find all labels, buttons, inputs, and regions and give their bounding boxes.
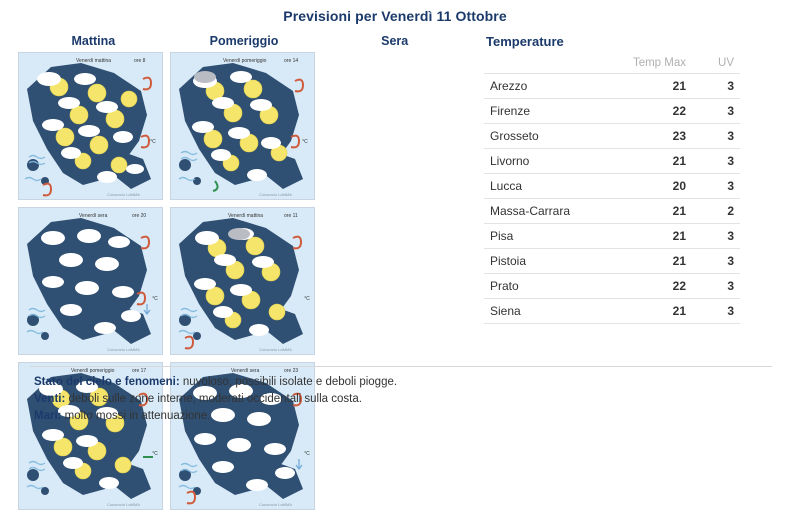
temperatures-panel: [470, 34, 774, 517]
city-name: Massa-Carrara: [484, 199, 618, 224]
forecast-map[interactable]: [170, 52, 315, 200]
temp-max-value: 21: [618, 74, 692, 99]
sea-label: Mari:: [34, 410, 62, 422]
svg-text:Consorzio LaMMA: Consorzio LaMMA: [259, 502, 292, 507]
table-row: [484, 174, 740, 199]
temp-max-value: 22: [618, 274, 692, 299]
svg-text:°C: °C: [302, 139, 308, 145]
forecast-map[interactable]: [170, 207, 315, 355]
city-name: Arezzo: [484, 74, 618, 99]
column-header-mattina: Mattina: [71, 34, 116, 48]
svg-text:ore 17: ore 17: [132, 368, 147, 374]
temp-max-value: 21: [618, 299, 692, 324]
uv-value: 3: [692, 274, 740, 299]
sea-text: molto mossi in attenuazione.: [61, 410, 211, 422]
city-name: Pistoia: [484, 249, 618, 274]
temperatures-title: Temperature: [486, 34, 564, 49]
table-header-row: [484, 55, 740, 74]
forecast-map[interactable]: [18, 52, 163, 200]
column-header-sera: Sera: [381, 34, 409, 48]
sky-text: nuvoloso, possibili isolate e deboli piogge.: [179, 376, 398, 388]
table-row: [484, 224, 740, 249]
city-name: Livorno: [484, 149, 618, 174]
main-content: [0, 24, 790, 517]
city-name: Grosseto: [484, 124, 618, 149]
column-header-pomeriggio: Pomeriggio: [209, 34, 279, 48]
uv-value: 3: [692, 99, 740, 124]
uv-value: 3: [692, 124, 740, 149]
uv-value: 3: [692, 149, 740, 174]
svg-text:°C: °C: [152, 451, 158, 457]
forecast-summary: [34, 374, 397, 425]
wind-line: [34, 391, 397, 408]
svg-text:ore 20: ore 20: [132, 213, 147, 219]
svg-text:Venerdì pomeriggio: Venerdì pomeriggio: [71, 368, 115, 374]
table-row: [484, 249, 740, 274]
page-title: Previsioni per Venerdì 11 Ottobre: [283, 8, 507, 24]
svg-text:Consorzio LaMMA: Consorzio LaMMA: [259, 192, 292, 197]
table-row: [484, 149, 740, 174]
table-row: [484, 124, 740, 149]
svg-text:°C: °C: [304, 296, 310, 302]
table-row: [484, 199, 740, 224]
forecast-map[interactable]: [18, 207, 163, 355]
uv-value: 3: [692, 224, 740, 249]
svg-text:Venerdì pomeriggio: Venerdì pomeriggio: [223, 58, 267, 64]
city-name: Firenze: [484, 99, 618, 124]
header-city: [484, 55, 618, 74]
temp-max-value: 21: [618, 224, 692, 249]
table-row: [484, 299, 740, 324]
header-temp-max: Temp Max: [618, 55, 692, 74]
svg-text:°C: °C: [304, 451, 310, 457]
uv-value: 3: [692, 74, 740, 99]
uv-value: 2: [692, 199, 740, 224]
table-row: [484, 74, 740, 99]
svg-text:°C: °C: [152, 296, 158, 302]
svg-text:Venerdì mattina: Venerdì mattina: [228, 213, 264, 219]
sky-label: Stato del cielo e fenomeni:: [34, 376, 180, 388]
city-name: Prato: [484, 274, 618, 299]
wind-label: Venti:: [34, 393, 66, 405]
map-caption-text: Venerdì mattina: [76, 58, 112, 64]
table-row: [484, 99, 740, 124]
sky-line: [34, 374, 397, 391]
table-row: [484, 274, 740, 299]
uv-value: 3: [692, 299, 740, 324]
svg-text:Consorzio LaMMA: Consorzio LaMMA: [259, 347, 292, 352]
temp-max-value: 21: [618, 149, 692, 174]
header-uv: UV: [692, 55, 740, 74]
footer-divider: [30, 366, 772, 367]
svg-text:°C: °C: [150, 139, 156, 145]
map-time-text: ore 8: [134, 58, 146, 64]
wind-text: deboli sulle zone interne, moderati occidentali sulla costa.: [65, 393, 362, 405]
svg-text:ore 14: ore 14: [284, 58, 299, 64]
svg-text:Consorzio LaMMA: Consorzio LaMMA: [107, 502, 140, 507]
city-name: Lucca: [484, 174, 618, 199]
map-grid: [18, 52, 470, 517]
sea-line: [34, 408, 397, 425]
city-name: Pisa: [484, 224, 618, 249]
temp-max-value: 20: [618, 174, 692, 199]
svg-text:Consorzio LaMMA: Consorzio LaMMA: [107, 347, 140, 352]
map-column-headers: [18, 34, 470, 48]
svg-text:ore 23: ore 23: [284, 368, 299, 374]
city-name: Siena: [484, 299, 618, 324]
svg-text:Consorzio LaMMA: Consorzio LaMMA: [107, 192, 140, 197]
svg-text:Venerdì sera: Venerdì sera: [79, 213, 108, 219]
temp-max-value: 21: [618, 249, 692, 274]
temp-max-value: 21: [618, 199, 692, 224]
temp-max-value: 23: [618, 124, 692, 149]
svg-text:Venerdì sera: Venerdì sera: [231, 368, 260, 374]
temp-max-value: 22: [618, 99, 692, 124]
svg-text:ore 11: ore 11: [284, 213, 298, 219]
temperatures-table: [484, 55, 740, 324]
uv-value: 3: [692, 249, 740, 274]
forecast-maps-column: [18, 34, 470, 517]
uv-value: 3: [692, 174, 740, 199]
